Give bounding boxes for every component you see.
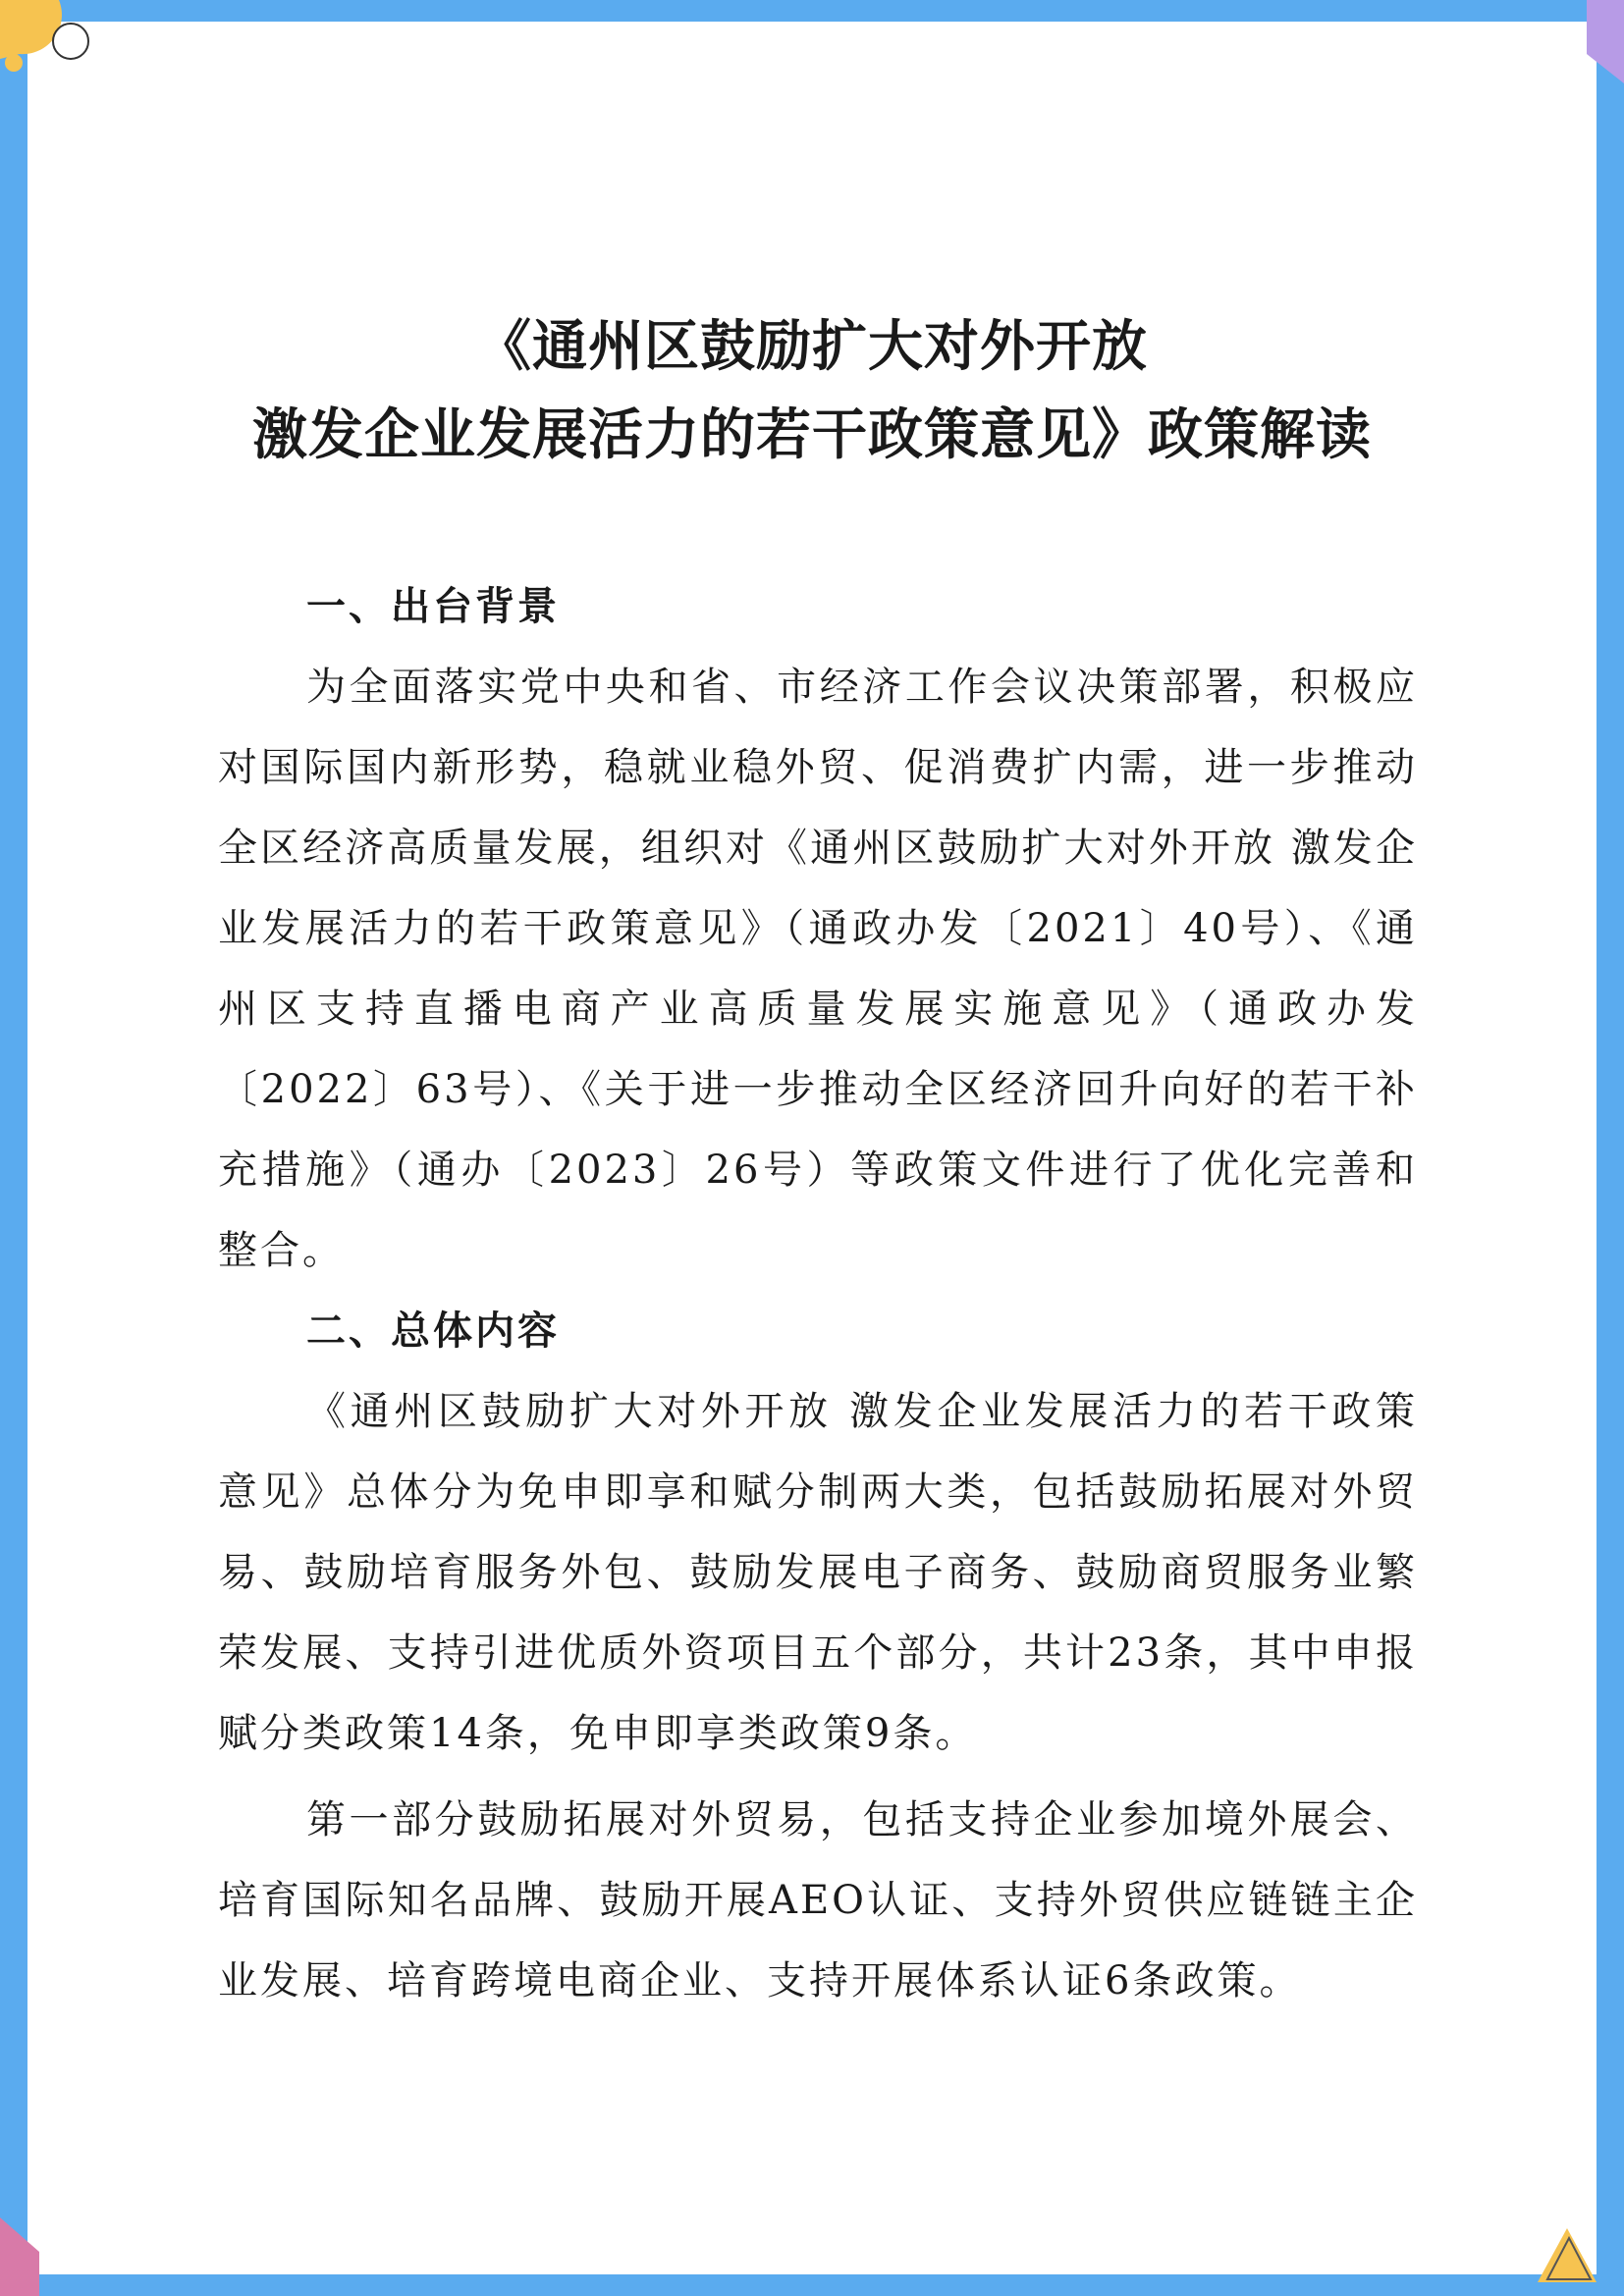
paragraph-overview: 《通州区鼓励扩大对外开放 激发企业发展活力的若干政策意见》总体分为免申即享和赋分制两大类，包括鼓励拓展对外贸易、鼓励培育服务外包、鼓励发展电子商务、鼓励商贸服务业繁荣发展、支持引进优质外资项目五个部分，共计23条，其中申报赋分类政策14条，免申即享类政策9条。 bbox=[218, 1389, 1418, 1756]
paragraph-part-one: 第一部分鼓励拓展对外贸易，包括支持企业参加境外展会、培育国际知名品牌、鼓励开展AEO认证、支持外贸供应链链主企业发展、培育跨境电商企业、支持开展体系认证6条政策。 bbox=[218, 1797, 1418, 2003]
purple-triangle-shape bbox=[1587, 0, 1624, 83]
document-body bbox=[218, 566, 1418, 2021]
section-heading-overview: 二、总体内容 bbox=[306, 1308, 560, 1354]
corner-decoration-top-left bbox=[0, 0, 118, 79]
title-line-2: 激发企业发展活力的若干政策意见》政策解读 bbox=[252, 402, 1372, 467]
title-line-1: 《通州区鼓励扩大对外开放 bbox=[476, 314, 1148, 379]
section-heading-background: 一、出台背景 bbox=[306, 584, 560, 629]
corner-decoration-bottom-left bbox=[0, 2208, 59, 2296]
pink-triangle-shape bbox=[0, 2217, 39, 2296]
circle-outline-icon bbox=[53, 24, 88, 59]
document-title bbox=[0, 302, 1624, 479]
paragraph-background: 为全面落实党中央和省、市经济工作会议决策部署，积极应对国际国内新形势，稳就业稳外贸、促消费扩内需，进一步推动全区经济高质量发展，组织对《通州区鼓励扩大对外开放 激发企业发展活力的若干政策意见》（通政办发〔2021〕40号）、《通州区支持直播电商产业高质量发展实施意见》（通政办发〔2022〕63号）、《关于进一步推动全区经济回升向好的若干补充措施》（通办〔2023〕26号）等政策文件进行了优化完善和整合。 bbox=[218, 665, 1418, 1273]
corner-decoration-bottom-right bbox=[1518, 2189, 1624, 2296]
corner-decoration-top-right bbox=[1565, 0, 1624, 88]
yellow-blob-shape bbox=[0, 0, 62, 59]
yellow-dot-icon bbox=[5, 54, 23, 72]
